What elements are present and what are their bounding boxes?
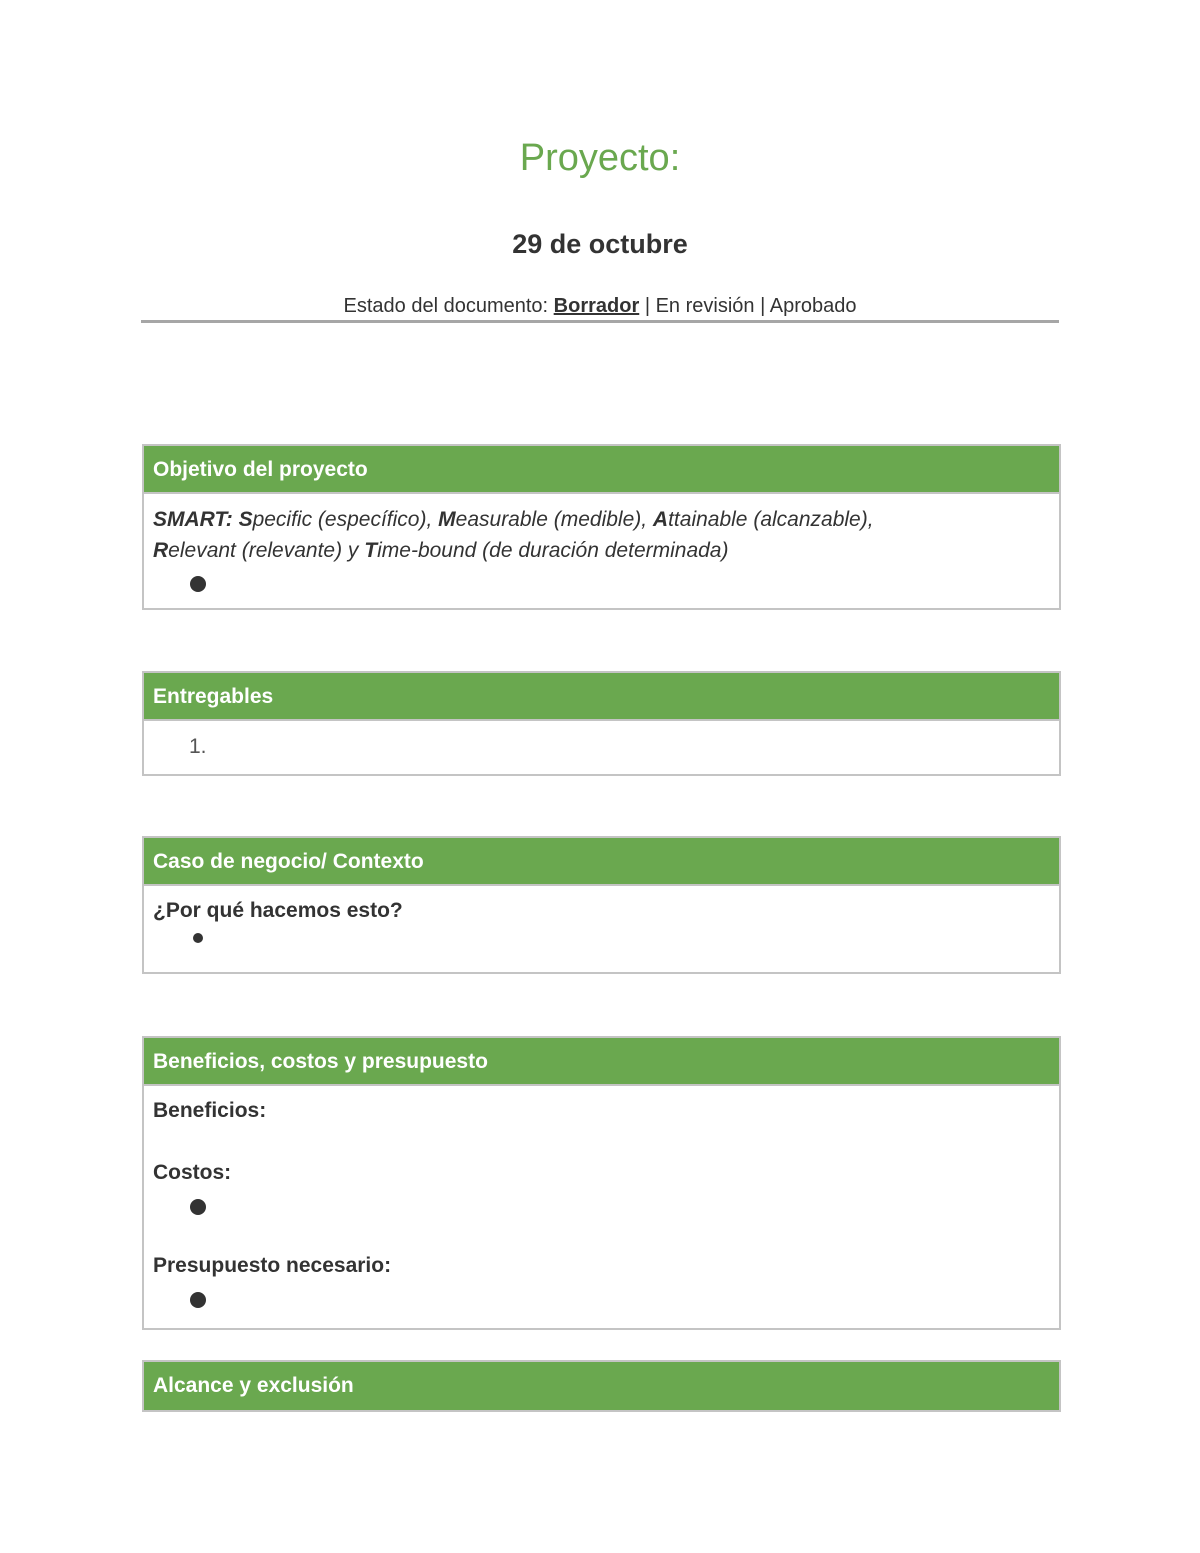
benefits-label: Beneficios:: [153, 1099, 267, 1122]
section-body[interactable]: [144, 1086, 1059, 1308]
status-option-review[interactable]: En revisión: [655, 295, 755, 317]
document-date: 29 de octubre: [512, 229, 688, 259]
section-header: Alcance y exclusión: [144, 1362, 1059, 1410]
header-divider: [141, 320, 1059, 323]
smart-label: SMART:: [153, 508, 233, 531]
section-body[interactable]: [144, 886, 1059, 943]
section-business-case: [142, 836, 1061, 974]
status-option-approved[interactable]: Aprobado: [769, 295, 857, 317]
bullet-icon: [193, 933, 203, 943]
why-question: ¿Por qué hacemos esto?: [153, 899, 403, 922]
section-body[interactable]: [144, 721, 1059, 762]
section-scope: [142, 1360, 1061, 1412]
section-header: Entregables: [144, 673, 1059, 721]
section-deliverables: [142, 671, 1061, 776]
document-status: [0, 294, 1200, 318]
page-title: Proyecto:: [519, 137, 681, 179]
section-body[interactable]: [144, 494, 1059, 592]
status-separator: |: [760, 295, 766, 317]
bullet-icon: [190, 1292, 206, 1308]
section-header: Caso de negocio/ Contexto: [144, 838, 1059, 886]
smart-description: SMART: Specific (específico), Measurable (medible), Attainable (alcanzable), Relevant (relevante) y Time-bound (de duración determinada): [153, 508, 874, 562]
list-item-number: 1.: [189, 735, 207, 758]
status-prefix: Estado del documento:: [343, 295, 549, 317]
status-current[interactable]: Borrador: [553, 295, 640, 317]
section-header: Objetivo del proyecto: [144, 446, 1059, 494]
section-objective: [142, 444, 1061, 610]
section-benefits: [142, 1036, 1061, 1330]
budget-label: Presupuesto necesario:: [153, 1254, 392, 1277]
status-separator: |: [644, 295, 651, 317]
bullet-icon: [190, 576, 206, 592]
costs-label: Costos:: [153, 1161, 232, 1184]
section-header: Beneficios, costos y presupuesto: [144, 1038, 1059, 1086]
bullet-icon: [190, 1199, 206, 1215]
